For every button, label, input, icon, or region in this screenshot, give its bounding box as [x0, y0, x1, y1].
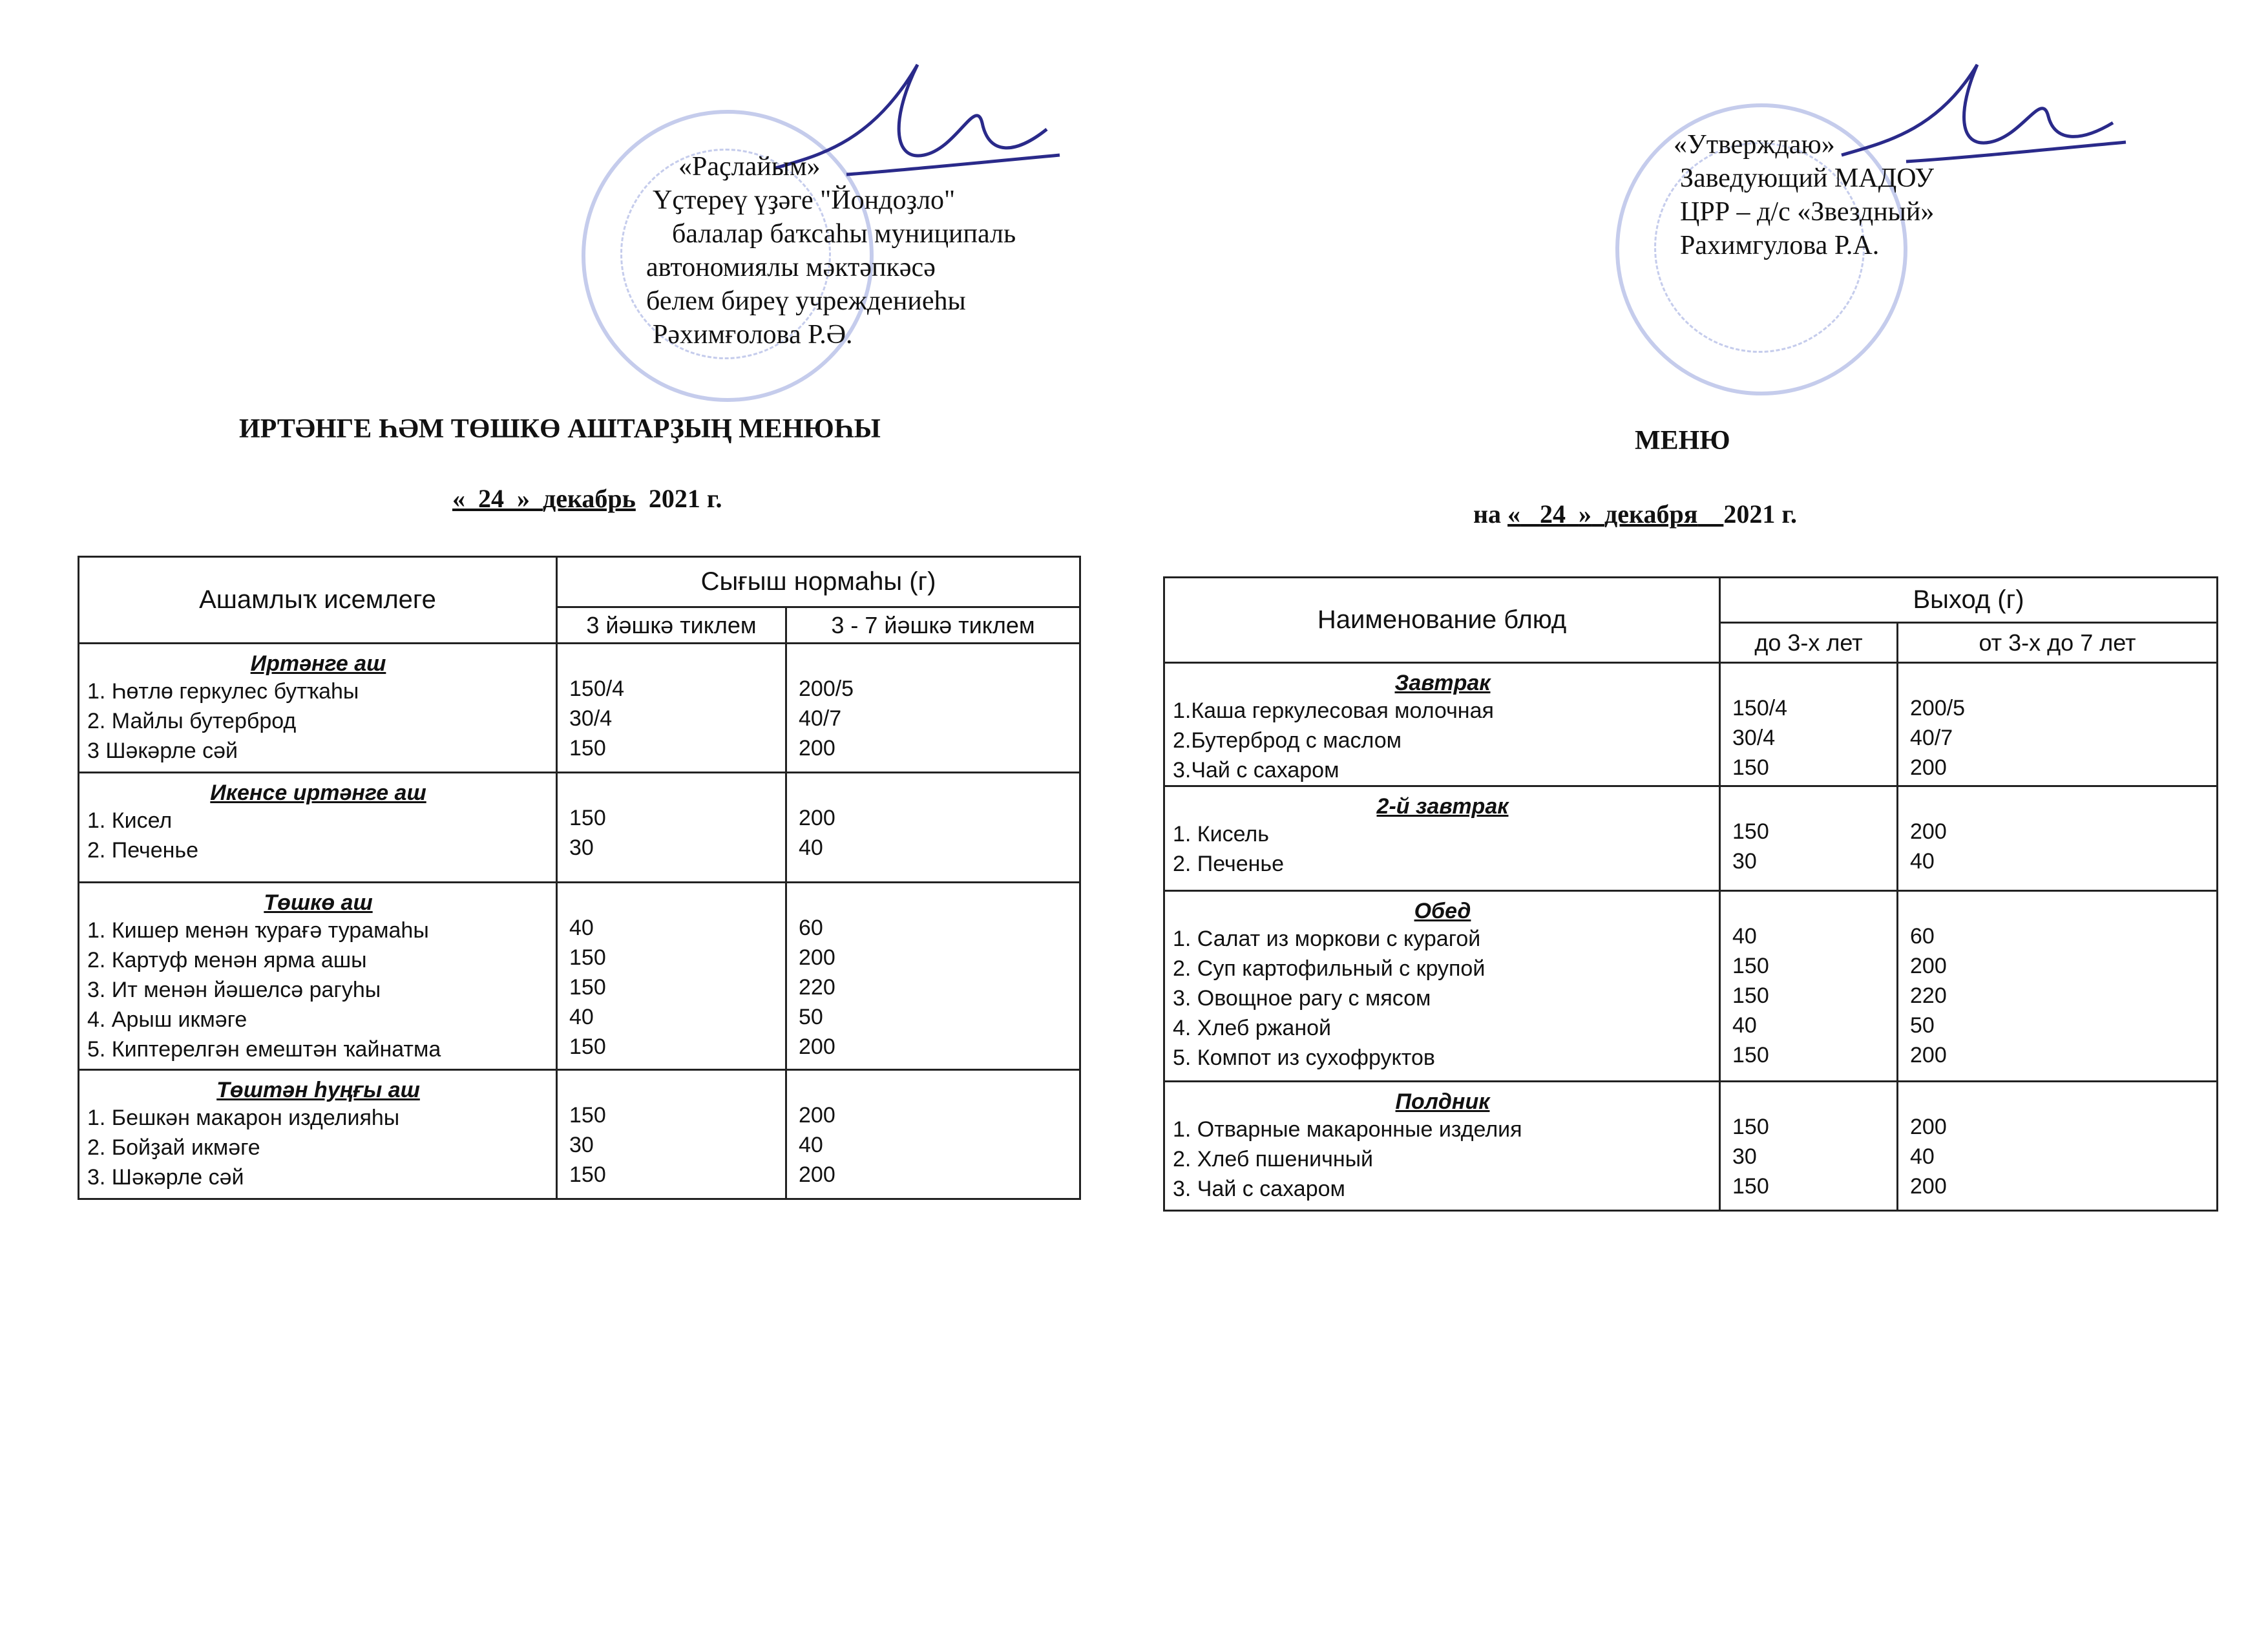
left-value: 200 [799, 1103, 835, 1128]
left-value: 200 [799, 1162, 835, 1187]
right-value: 50 [1910, 1013, 1935, 1038]
right-dish-item: 1. Кисель [1173, 822, 1269, 846]
right-dish-item: 4. Хлеб ржаной [1173, 1016, 1332, 1040]
left-value: 200 [799, 736, 835, 761]
left-date-day: 24 [478, 484, 504, 513]
right-meal-age1-values [1720, 663, 1898, 786]
left-dish-item: 2. Печенье [87, 838, 199, 863]
left-value: 40/7 [799, 706, 842, 731]
right-value: 150 [1732, 819, 1769, 844]
right-dish-item: 1. Салат из моркови с курагой [1173, 927, 1481, 951]
right-approval-line: ЦРР – д/с «Звездный» [1680, 197, 1935, 227]
right-meal-row [1164, 786, 2218, 891]
left-date-month: декабрь [543, 484, 636, 513]
left-meal-row [79, 883, 1080, 1070]
left-dish-item: 1. Кисел [87, 808, 173, 833]
right-meal-title: Завтрак [1394, 671, 1491, 695]
left-approval-line: Рәхимғолова Р.Ә. [653, 320, 853, 350]
left-value: 30 [569, 1133, 594, 1157]
right-value: 40 [1910, 1144, 1935, 1169]
right-value: 60 [1910, 924, 1935, 949]
right-value: 40/7 [1910, 726, 1953, 750]
left-value: 150 [569, 736, 606, 761]
right-value: 40 [1732, 924, 1757, 949]
left-meal-age2-values [786, 644, 1080, 773]
right-meal-title: Обед [1414, 899, 1471, 923]
left-dish-item: 1. Бешкән макарон изделияһы [87, 1106, 400, 1130]
right-meal-row [1164, 663, 2218, 786]
left-meal-dishes [79, 644, 557, 773]
right-meal-age1-values [1720, 786, 1898, 891]
left-date-year: 2021 г. [648, 484, 722, 513]
right-dish-item: 2. Хлеб пшеничный [1173, 1147, 1374, 1171]
left-value: 200/5 [799, 677, 854, 701]
right-col-age2-header: от 3-х до 7 лет [1898, 623, 2218, 663]
left-approval-line: автономиялы мәктәпкәсә [646, 253, 936, 282]
right-meal-dishes [1164, 786, 1720, 891]
left-approval-line: «Раҫлайым» [678, 152, 821, 182]
left-value: 150 [569, 1103, 606, 1128]
left-value: 150/4 [569, 677, 625, 701]
right-approval-line: Рахимгулова Р.А. [1680, 231, 1880, 260]
left-col-age2-header: 3 - 7 йәшкә тиклем [786, 607, 1080, 644]
right-value: 150 [1732, 1174, 1769, 1199]
right-dish-item: 3. Овощное рагу с мясом [1173, 986, 1431, 1011]
right-value: 200 [1910, 1043, 1947, 1067]
left-meal-dishes [79, 883, 557, 1070]
left-value: 220 [799, 975, 835, 1000]
right-meal-title: Полдник [1395, 1089, 1490, 1114]
right-value: 150 [1732, 1115, 1769, 1139]
right-value: 220 [1910, 983, 1947, 1008]
right-col-dish-header: Наименование блюд [1164, 578, 1720, 663]
right-date-month: декабря [1604, 499, 1698, 529]
right-meal-dishes [1164, 891, 1720, 1082]
left-menu-title: ИРТӘНГЕ ҺӘМ ТӨШКӨ АШТАРҘЫҢ МЕНЮҺЫ [239, 414, 881, 444]
left-meal-row [79, 773, 1080, 883]
right-date-prefix: на [1473, 499, 1502, 529]
right-dish-item: 1. Отварные макаронные изделия [1173, 1117, 1522, 1142]
right-menu-date [1473, 499, 1797, 529]
right-meal-age1-values [1720, 1082, 1898, 1211]
left-col-output-header: Сығыш нормаһы (г) [557, 557, 1080, 607]
left-date-close: » [517, 484, 530, 513]
left-value: 60 [799, 916, 823, 940]
left-value: 40 [799, 835, 823, 860]
right-meal-row [1164, 891, 2218, 1082]
right-approval-block [1674, 128, 1934, 262]
right-meal-age2-values [1898, 1082, 2218, 1211]
right-dish-item: 3.Чай с сахаром [1173, 758, 1339, 782]
right-dish-item: 2.Бутерброд с маслом [1173, 728, 1402, 753]
left-dish-item: 5. Киптерелгән емештән ҡайнатма [87, 1037, 441, 1062]
right-value: 30 [1732, 1144, 1757, 1169]
left-meal-title: Төштән һуңғы аш [216, 1078, 420, 1102]
left-meal-age1-values [557, 1070, 786, 1199]
left-meal-title: Төшкө аш [264, 890, 373, 915]
right-value: 150 [1732, 1043, 1769, 1067]
left-value: 150 [569, 1162, 606, 1187]
left-menu-date [452, 483, 722, 514]
left-meal-age2-values [786, 883, 1080, 1070]
right-meal-dishes [1164, 663, 1720, 786]
right-menu-table [1163, 576, 2218, 1212]
left-date-open: « [452, 484, 465, 513]
left-value: 150 [569, 975, 606, 1000]
left-dish-item: 3 Шәкәрле сәй [87, 739, 238, 763]
left-approval-line: балалар баҡсаһы муниципаль [672, 219, 1016, 249]
right-value: 150 [1732, 983, 1769, 1008]
left-dish-item: 3. Ит менән йәшелсә рагуһы [87, 978, 381, 1002]
left-meal-title: Икенсе иртәнге аш [210, 781, 426, 805]
left-value: 30/4 [569, 706, 613, 731]
right-dish-item: 2. Суп картофильный с крупой [1173, 956, 1486, 981]
left-approval-line: белем биреү учреждениеһы [646, 286, 966, 316]
right-approval-line: «Утверждаю» [1674, 130, 1835, 160]
left-dish-item: 3. Шәкәрле сәй [87, 1165, 244, 1190]
right-col-output-header: Выход (г) [1720, 578, 2218, 623]
right-value: 150 [1732, 954, 1769, 978]
right-dish-item: 1.Каша геркулесовая молочная [1173, 698, 1494, 723]
right-value: 40 [1910, 849, 1935, 874]
right-value: 150 [1732, 755, 1769, 780]
right-value: 40 [1732, 1013, 1757, 1038]
left-value: 40 [799, 1133, 823, 1157]
right-dish-item: 3. Чай с сахаром [1173, 1177, 1345, 1201]
left-dish-item: 2. Бойҙай икмәге [87, 1135, 260, 1160]
left-dish-item: 2. Майлы бутерброд [87, 709, 297, 733]
right-meal-title: 2-й завтрак [1376, 794, 1509, 819]
right-value: 200 [1910, 1174, 1947, 1199]
right-meal-age2-values [1898, 663, 2218, 786]
left-meal-dishes [79, 773, 557, 883]
left-meal-age1-values [557, 644, 786, 773]
left-dish-item: 2. Картуф менән ярма ашы [87, 948, 367, 972]
right-menu-title: МЕНЮ [1635, 426, 1730, 456]
right-approval-line: Заведующий МАДОУ [1680, 163, 1934, 193]
right-date-day: 24 [1540, 499, 1566, 529]
left-value: 200 [799, 806, 835, 830]
right-col-age1-header: до 3-х лет [1720, 623, 1898, 663]
left-dish-item: 1. Һөтлө геркулес бутҡаһы [87, 679, 359, 704]
right-meal-age1-values [1720, 891, 1898, 1082]
right-meal-dishes [1164, 1082, 1720, 1211]
right-dish-item: 5. Компот из сухофруктов [1173, 1045, 1435, 1070]
left-approval-block [646, 150, 1016, 352]
right-meal-age2-values [1898, 786, 2218, 891]
left-value: 150 [569, 1035, 606, 1059]
left-meal-title: Иртәнге аш [250, 651, 386, 676]
right-value: 200/5 [1910, 696, 1966, 720]
left-value: 40 [569, 916, 594, 940]
left-value: 200 [799, 1035, 835, 1059]
left-value: 50 [799, 1005, 823, 1029]
left-value: 30 [569, 835, 594, 860]
left-meal-age1-values [557, 773, 786, 883]
right-dish-item: 2. Печенье [1173, 852, 1285, 876]
left-dish-item: 1. Кишер менән ҡурағә турамаһы [87, 918, 429, 943]
right-date-year: 2021 г. [1723, 499, 1798, 529]
left-value: 40 [569, 1005, 594, 1029]
left-value: 200 [799, 945, 835, 970]
left-meal-age1-values [557, 883, 786, 1070]
right-value: 200 [1910, 755, 1947, 780]
right-value: 200 [1910, 954, 1947, 978]
left-approval-line: Үҫтереү үҙәге "Йондоҙло" [653, 185, 956, 215]
left-menu-table [78, 556, 1081, 1200]
left-meal-dishes [79, 1070, 557, 1199]
right-value: 200 [1910, 819, 1947, 844]
left-meal-age2-values [786, 1070, 1080, 1199]
left-meal-row [79, 644, 1080, 773]
right-value: 30 [1732, 849, 1757, 874]
right-value: 30/4 [1732, 726, 1776, 750]
right-meal-age2-values [1898, 891, 2218, 1082]
left-value: 150 [569, 806, 606, 830]
left-value: 150 [569, 945, 606, 970]
left-dish-item: 4. Арыш икмәге [87, 1007, 247, 1032]
right-value: 150/4 [1732, 696, 1788, 720]
left-meal-age2-values [786, 773, 1080, 883]
left-col-age1-header: 3 йәшкә тиклем [557, 607, 786, 644]
right-date-open: « [1507, 499, 1521, 529]
right-meal-row [1164, 1082, 2218, 1211]
left-col-dish-header: Ашамлыҡ исемлеге [79, 557, 557, 644]
right-value: 200 [1910, 1115, 1947, 1139]
left-meal-row [79, 1070, 1080, 1199]
right-date-close: » [1579, 499, 1592, 529]
